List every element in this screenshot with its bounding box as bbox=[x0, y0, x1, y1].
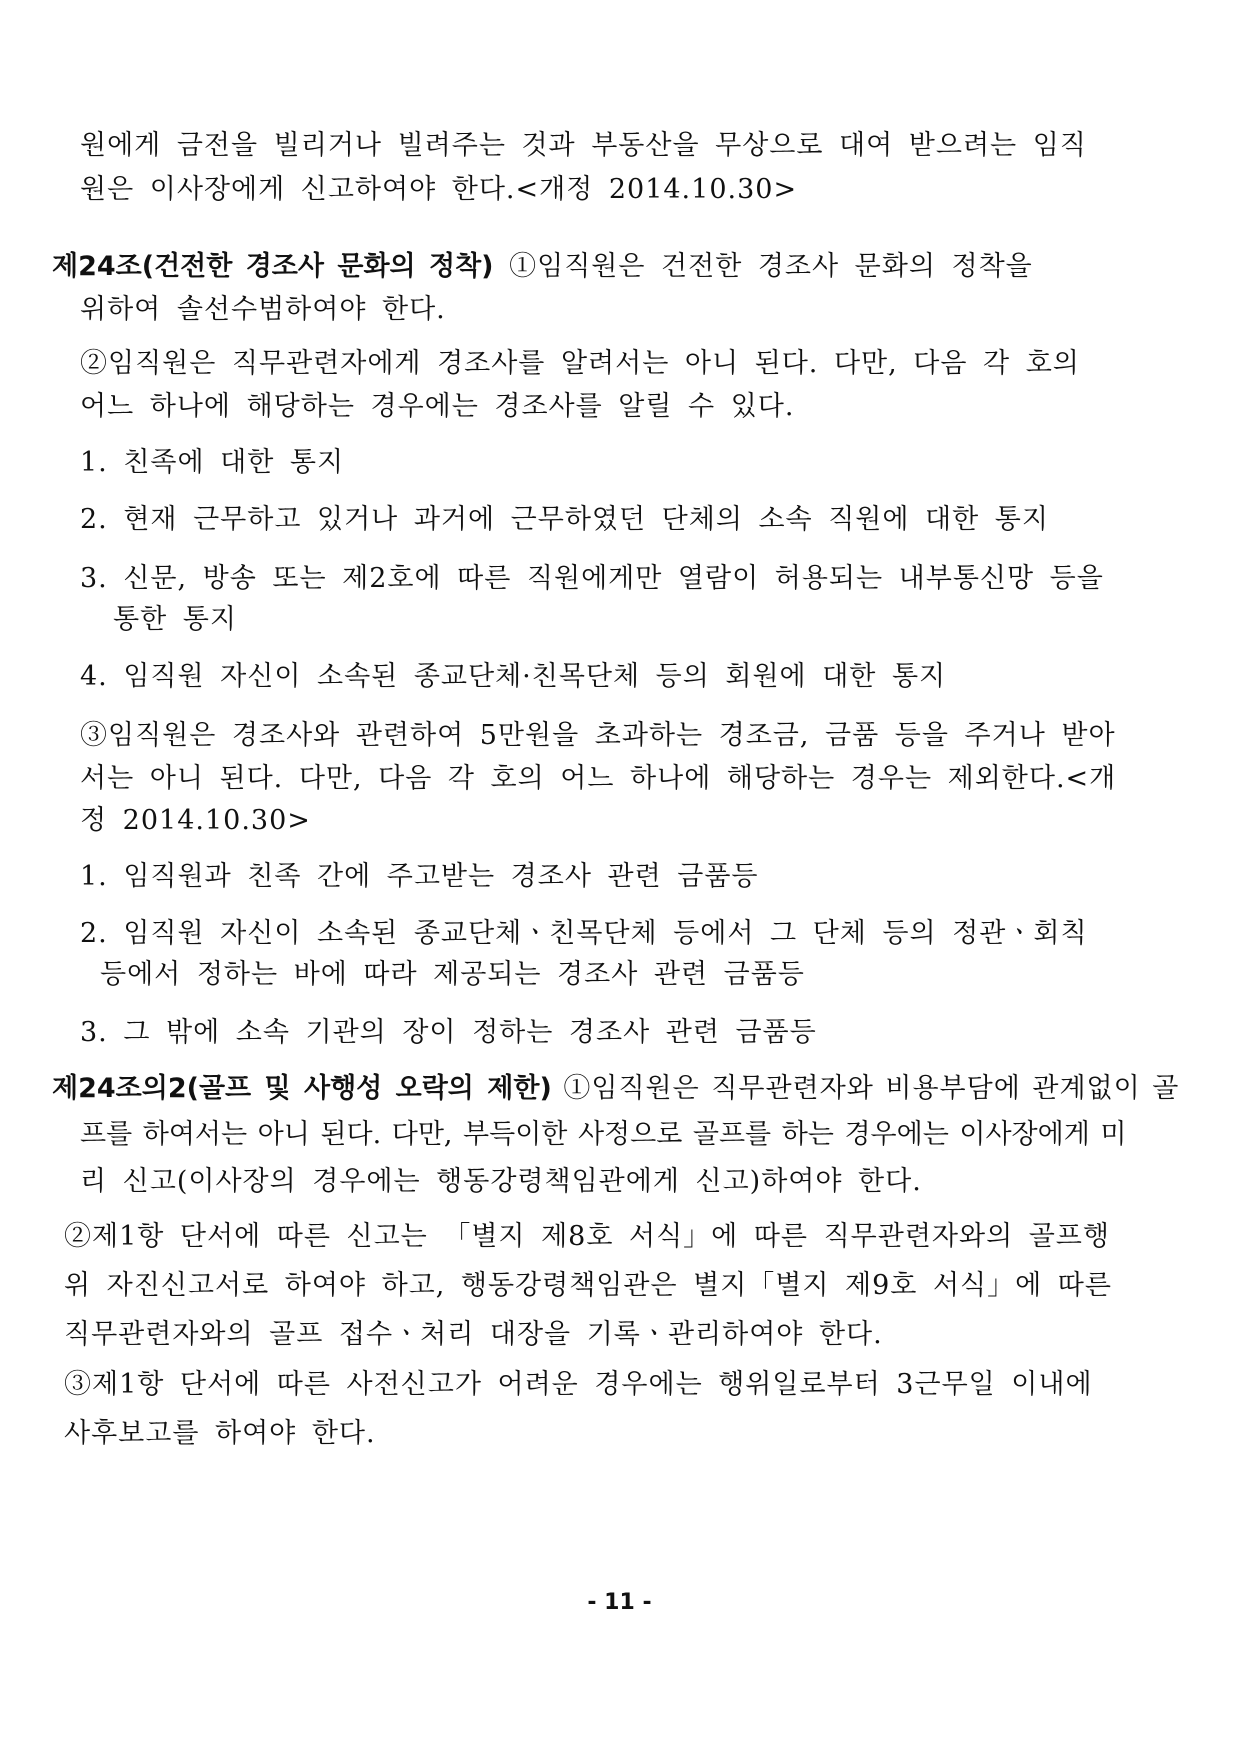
text-line: 정 2014.10.30> bbox=[80, 805, 311, 836]
list-item-continuation: 등에서 정하는 바에 따라 제공되는 경조사 관련 금품등 bbox=[100, 959, 805, 990]
list-item: 1. 친족에 대한 통지 bbox=[80, 447, 345, 478]
text-line: 위 자진신고서로 하여야 하고, 행동강령책임관은 별지「별지 제9호 서식」에 따른 bbox=[64, 1270, 1112, 1301]
text-line: 원에게 금전을 빌리거나 빌려주는 것과 부동산을 무상으로 대여 받으려는 임직 bbox=[80, 130, 1087, 161]
text-line: 사후보고를 하여야 한다. bbox=[64, 1418, 376, 1449]
text-line: 서는 아니 된다. 다만, 다음 각 호의 어느 하나에 해당하는 경우는 제외한다.<개 bbox=[80, 763, 1117, 794]
article-24-2-heading: 제24조의2(골프 및 사행성 오락의 제한) bbox=[52, 1073, 552, 1104]
text-line: 어느 하나에 해당하는 경우에는 경조사를 알릴 수 있다. bbox=[80, 391, 795, 422]
page-number: - 11 - bbox=[587, 1590, 652, 1615]
list-item: 2. 현재 근무하고 있거나 과거에 근무하였던 단체의 소속 직원에 대한 통지 bbox=[80, 504, 1049, 535]
list-item: 3. 신문, 방송 또는 제2호에 따른 직원에게만 열람이 허용되는 내부통신망 등을 bbox=[80, 563, 1104, 594]
article-24-2-text: ①임직원은 직무관련자와 비용부담에 관계없이 골 bbox=[551, 1073, 1180, 1104]
text-line: ②제1항 단서에 따른 신고는 「별지 제8호 서식」에 따른 직무관련자와의 골프행 bbox=[64, 1221, 1110, 1252]
text-line: ③제1항 단서에 따른 사전신고가 어려운 경우에는 행위일로부터 3근무일 이내에 bbox=[64, 1369, 1093, 1400]
article-24-2-line bbox=[52, 1069, 1179, 1109]
list-item: 4. 임직원 자신이 소속된 종교단체·친목단체 등의 회원에 대한 통지 bbox=[80, 661, 947, 692]
article-24-heading: 제24조(건전한 경조사 문화의 정착) bbox=[52, 251, 494, 282]
text-line: 직무관련자와의 골프 접수ㆍ처리 대장을 기록ㆍ관리하여야 한다. bbox=[64, 1319, 883, 1350]
article-24-text: ①임직원은 건전한 경조사 문화의 정착을 bbox=[493, 251, 1033, 282]
list-item: 3. 그 밖에 소속 기관의 장이 정하는 경조사 관련 금품등 bbox=[80, 1017, 817, 1048]
list-item-continuation: 통한 통지 bbox=[113, 604, 237, 635]
list-item: 2. 임직원 자신이 소속된 종교단체ㆍ친목단체 등에서 그 단체 등의 정관ㆍ회칙 bbox=[80, 918, 1088, 949]
text-line: 리 신고(이사장의 경우에는 행동강령책임관에게 신고)하여야 한다. bbox=[80, 1166, 922, 1197]
text-line: 원은 이사장에게 신고하여야 한다.<개정 2014.10.30> bbox=[80, 174, 798, 205]
article-24-line bbox=[52, 247, 1033, 287]
text-line: 위하여 솔선수범하여야 한다. bbox=[80, 294, 446, 325]
text-line: ②임직원은 직무관련자에게 경조사를 알려서는 아니 된다. 다만, 다음 각 호의 bbox=[80, 348, 1080, 379]
text-line: ③임직원은 경조사와 관련하여 5만원을 초과하는 경조금, 금품 등을 주거나 받아 bbox=[80, 720, 1116, 751]
text-line: 프를 하여서는 아니 된다. 다만, 부득이한 사정으로 골프를 하는 경우에는 이사장에게 미 bbox=[80, 1119, 1127, 1150]
list-item: 1. 임직원과 친족 간에 주고받는 경조사 관련 금품등 bbox=[80, 861, 759, 892]
